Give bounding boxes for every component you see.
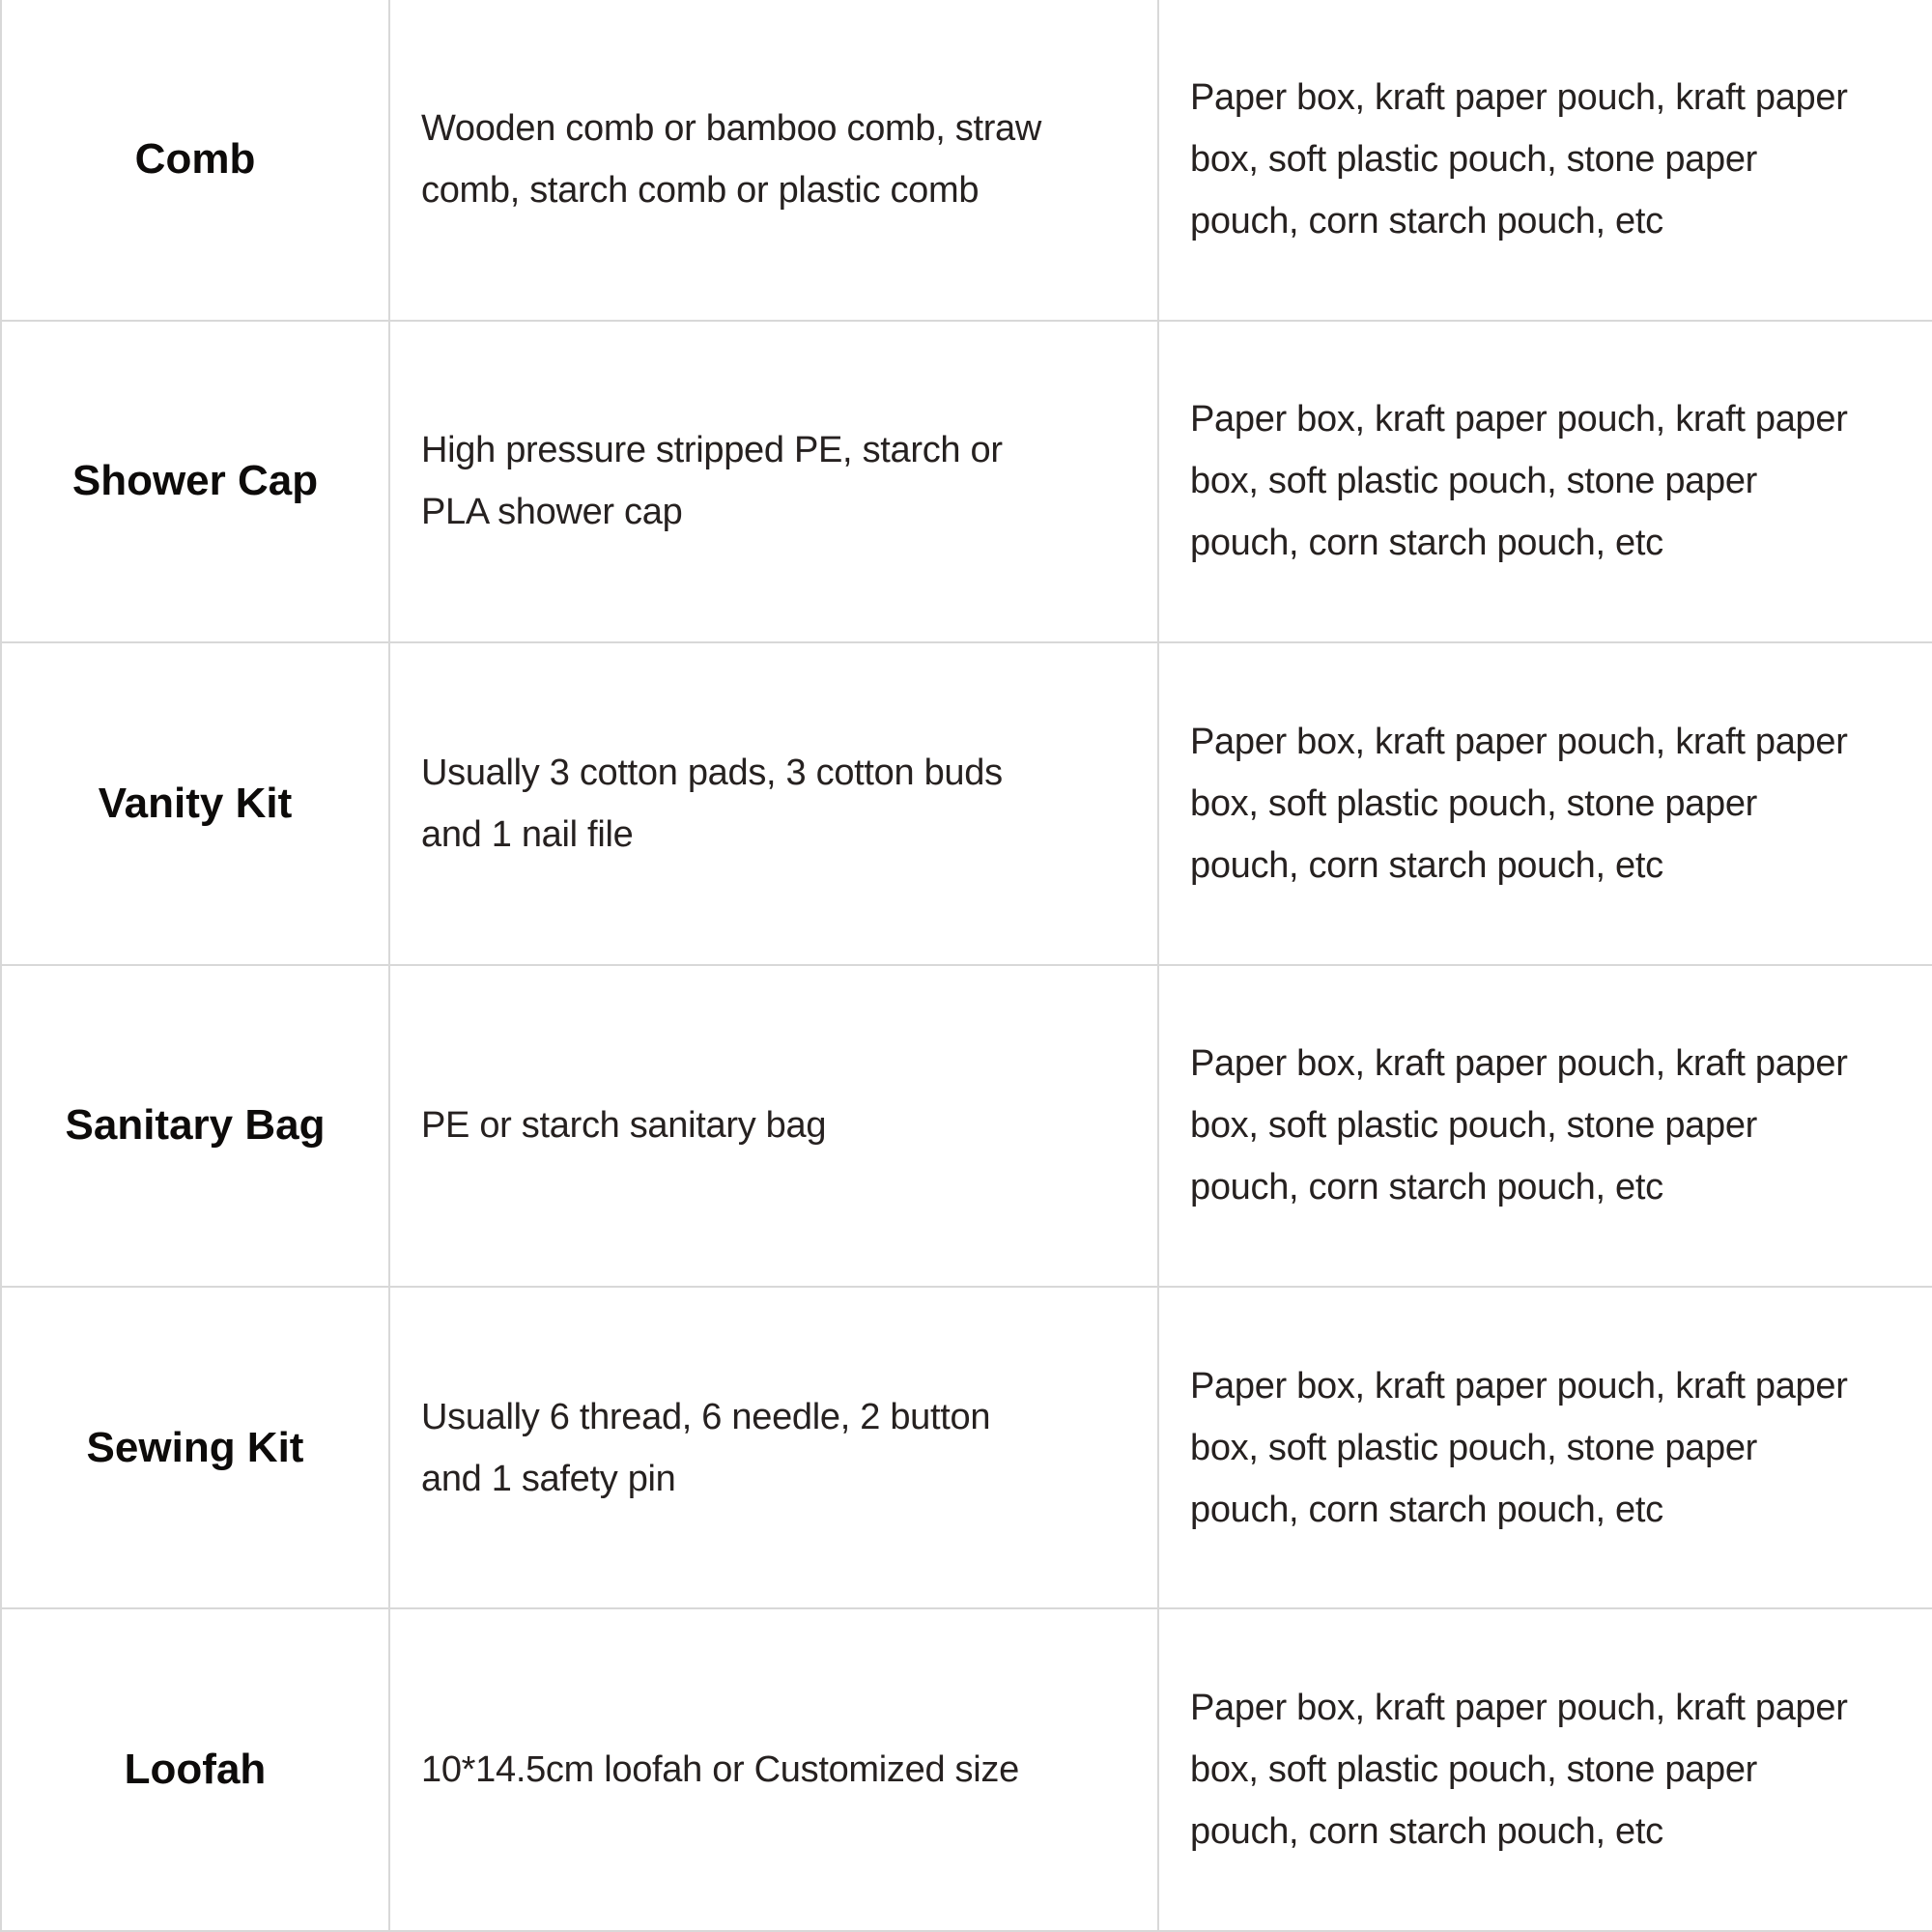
table-row-sewing-kit xyxy=(1,1287,1932,1608)
product-name-cell xyxy=(1,642,389,964)
packaging-line: Paper box, kraft paper pouch, kraft paper xyxy=(1190,721,1848,762)
product-name-cell xyxy=(1,0,389,321)
description-line: Wooden comb or bamboo comb, straw xyxy=(421,108,1042,150)
description-line: and 1 nail file xyxy=(421,813,634,855)
description-line: Usually 3 cotton pads, 3 cotton buds xyxy=(421,752,1003,793)
packaging-options-cell xyxy=(1158,321,1932,642)
table-row-loofah xyxy=(1,1608,1932,1931)
packaging-line: Paper box, kraft paper pouch, kraft paper xyxy=(1190,77,1848,119)
product-description-cell xyxy=(389,1287,1158,1608)
product-description-cell xyxy=(389,965,1158,1287)
product-name: Comb xyxy=(134,135,256,184)
packaging-line: box, soft plastic pouch, stone paper xyxy=(1190,1749,1758,1791)
product-name: Sewing Kit xyxy=(86,1423,304,1471)
description-line: High pressure stripped PE, starch or xyxy=(421,430,1003,471)
packaging-options-cell xyxy=(1158,965,1932,1287)
packaging-options-cell xyxy=(1158,1608,1932,1931)
packaging-line: Paper box, kraft paper pouch, kraft paper xyxy=(1190,399,1848,440)
description-line: 10*14.5cm loofah or Customized size xyxy=(421,1749,1019,1791)
table-row-vanity-kit xyxy=(1,642,1932,964)
packaging-line: box, soft plastic pouch, stone paper xyxy=(1190,782,1758,824)
product-name-cell xyxy=(1,965,389,1287)
product-name-cell xyxy=(1,1287,389,1608)
packaging-line: pouch, corn starch pouch, etc xyxy=(1190,201,1663,242)
packaging-line: pouch, corn starch pouch, etc xyxy=(1190,523,1663,564)
description-line: PLA shower cap xyxy=(421,492,683,533)
packaging-line: box, soft plastic pouch, stone paper xyxy=(1190,1427,1758,1468)
table-row-sanitary-bag xyxy=(1,965,1932,1287)
product-name: Shower Cap xyxy=(71,457,319,505)
product-description-cell xyxy=(389,642,1158,964)
packaging-options-cell xyxy=(1158,642,1932,964)
packaging-options-cell xyxy=(1158,1287,1932,1608)
packaging-line: pouch, corn starch pouch, etc xyxy=(1190,1489,1663,1530)
packaging-line: Paper box, kraft paper pouch, kraft paper xyxy=(1190,1043,1848,1085)
description-line: PE or starch sanitary bag xyxy=(421,1105,827,1147)
product-description-cell xyxy=(389,1608,1158,1931)
description-line: and 1 safety pin xyxy=(421,1458,676,1499)
product-name-cell xyxy=(1,1608,389,1931)
table-row-shower-cap xyxy=(1,321,1932,642)
description-line: Usually 6 thread, 6 needle, 2 button xyxy=(421,1396,991,1437)
packaging-line: Paper box, kraft paper pouch, kraft paper xyxy=(1190,1688,1848,1729)
product-name: Sanitary Bag xyxy=(65,1101,326,1150)
packaging-line: Paper box, kraft paper pouch, kraft paper xyxy=(1190,1365,1848,1406)
description-line: comb, starch comb or plastic comb xyxy=(421,170,980,212)
product-description-cell xyxy=(389,321,1158,642)
product-name-cell xyxy=(1,321,389,642)
packaging-line: box, soft plastic pouch, stone paper xyxy=(1190,1105,1758,1147)
packaging-line: box, soft plastic pouch, stone paper xyxy=(1190,461,1758,502)
table-row-comb xyxy=(1,0,1932,321)
packaging-line: pouch, corn starch pouch, etc xyxy=(1190,1167,1663,1208)
packaging-line: pouch, corn starch pouch, etc xyxy=(1190,1811,1663,1853)
product-name: Vanity Kit xyxy=(98,779,293,827)
packaging-line: pouch, corn starch pouch, etc xyxy=(1190,844,1663,886)
product-description-cell xyxy=(389,0,1158,321)
product-name: Loofah xyxy=(124,1746,267,1794)
packaging-options-cell xyxy=(1158,0,1932,321)
packaging-line: box, soft plastic pouch, stone paper xyxy=(1190,139,1758,181)
